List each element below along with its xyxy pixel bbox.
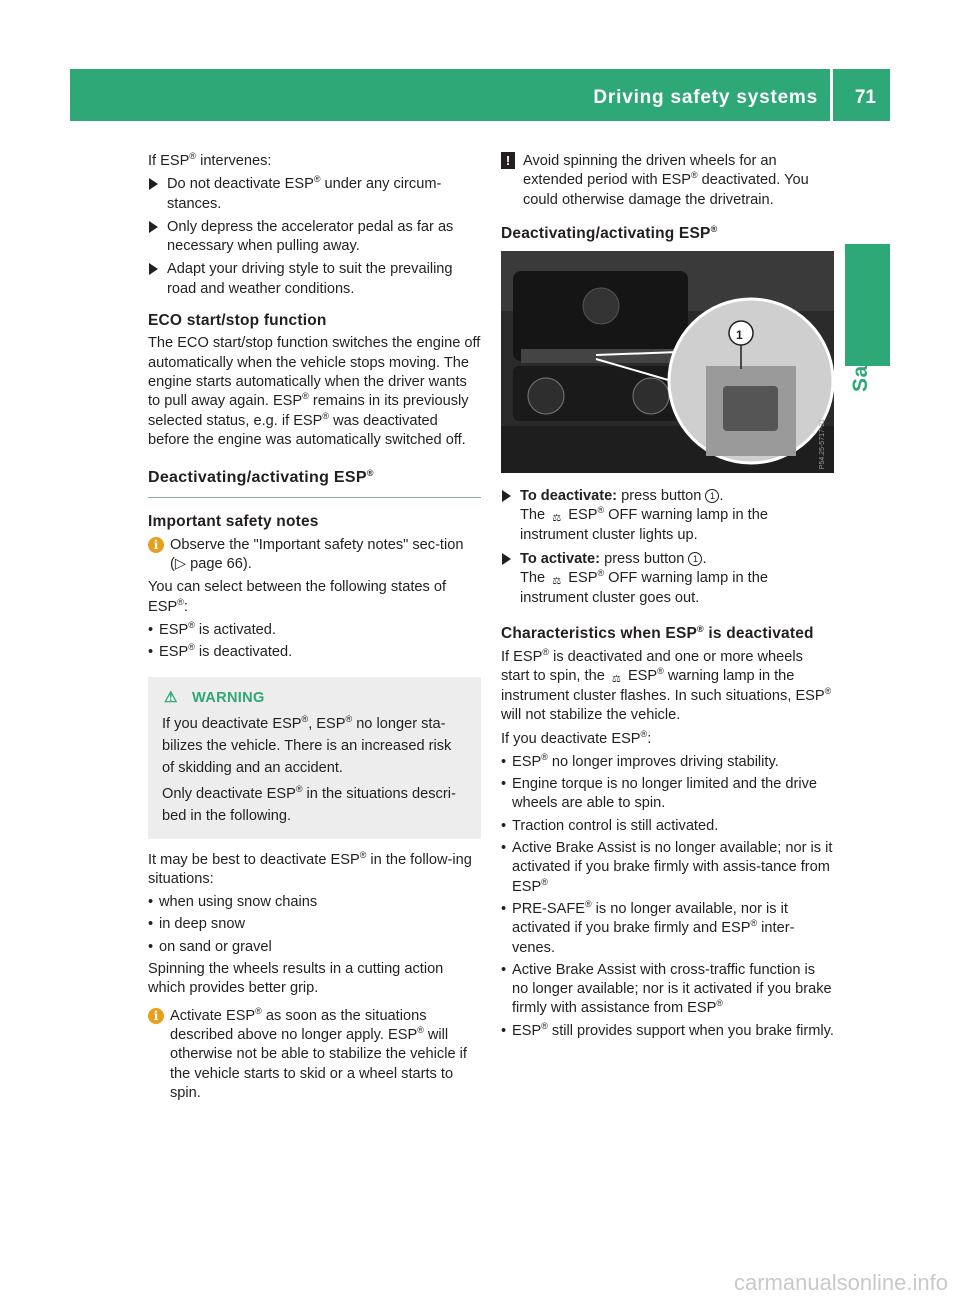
list-item: • Traction control is still activated. [501, 817, 834, 836]
select-text: You can select between the following states of ESP®: [148, 579, 447, 615]
list-item: • when using snow chains [148, 893, 481, 912]
step-item: Do not deactivate ESP® under any circum-stances. [148, 175, 481, 214]
eco-paragraph: The ECO start/stop function switches the engine off automatically when the vehicle stops moving. The engine starts automatically when the driver wants to pull away again. ESP® remains in its previously selected status, e.g. if ESP® was deactivated before the engine was automatically switched off. [148, 335, 481, 448]
arrow-icon [149, 221, 158, 233]
step-item: Only depress the accelerator pedal as far as necessary when pulling away. [148, 218, 481, 257]
list-item: • Active Brake Assist is no longer available; nor is it activated if you brake firmly with assis-tance from ESP® [501, 839, 834, 897]
arrow-icon [149, 178, 158, 190]
image-code: P54.25-5717-31 [818, 418, 826, 470]
list-item: • ESP® is deactivated. [148, 643, 481, 662]
section-title: Deactivating/activating ESP® [148, 468, 481, 498]
intro-text: If ESP® intervenes: [148, 151, 272, 169]
info-note: i Activate ESP® as soon as the situations described above no longer apply. ESP® will otherwise not be able to stabilize the vehicle if the vehicle starts to skid or a wheel starts to spin. [148, 1007, 481, 1103]
list-item: • ESP® no longer improves driving stability. [501, 753, 834, 772]
warning-text: If you deactivate ESP®, ESP® no longer sta-bilizes the vehicle. There is an increased risk of skidding and an accident. [162, 713, 452, 776]
info-note [148, 536, 481, 575]
list-item: • in deep snow [148, 915, 481, 934]
callout-number: 1 [736, 328, 743, 343]
info-icon: i [148, 1008, 164, 1024]
info-icon: i [148, 537, 164, 553]
step-item: To activate: press button 1 . The ⚖ ESP® OFF warning lamp in the instrument cluster goes out. [501, 550, 834, 609]
characteristics-heading: Characteristics when ESP® is deactivated [501, 624, 814, 643]
spin-text: Spinning the wheels results in a cutting action which provides better grip. [148, 961, 444, 997]
list-item: • on sand or gravel [148, 938, 481, 957]
warning-box [148, 677, 481, 839]
list-item: • PRE-SAFE® is no longer available, nor is it activated if you brake firmly and ESP® inter-venes. [501, 900, 834, 958]
list-item: • Active Brake Assist with cross-traffic function is no longer available; nor is it activated if you brake firmly with assistance from ESP® [501, 961, 834, 1019]
section-title-right: Deactivating/activating ESP® [501, 223, 718, 242]
dashboard-photo [501, 251, 834, 473]
warning-triangle-icon: ⚠ [164, 688, 178, 706]
warning-text: Only deactivate ESP® in the situations descri-bed in the following. [162, 783, 456, 824]
characteristics-text: If ESP® is deactivated and one or more wheels start to spin, the ⚖ ESP® warning lamp in the instrument cluster flashes. In such situations, ESP® will not stabilize the vehicle. [501, 646, 832, 724]
callout-1-icon: 1 [688, 552, 702, 566]
safety-heading: Important safety notes [148, 513, 319, 531]
best-text: It may be best to deactivate ESP® in the follow-ing situations: [148, 849, 472, 887]
arrow-icon [149, 263, 158, 275]
page-number: 71 [854, 87, 876, 108]
esp-off-lamp-icon: ⚖ [552, 513, 562, 525]
note-box: ! Avoid spinning the driven wheels for an extended period with ESP® deactivated. You could otherwise damage the drivetrain. [501, 152, 834, 210]
footer-watermark: carmanualsonline.info [733, 1270, 948, 1295]
header-separator [830, 69, 833, 121]
list-item: • ESP® still provides support when you brake firmly. [501, 1022, 834, 1041]
exclamation-icon: ! [501, 152, 515, 169]
arrow-icon [502, 490, 511, 502]
section-tab-label: Safety [849, 325, 872, 392]
list-item: • Engine torque is no longer limited and the drive wheels are able to spin. [501, 775, 834, 814]
safety-link-text[interactable]: Observe the "Important safety notes" sec-tion (▷ page 66). [170, 536, 464, 573]
step-item: Adapt your driving style to suit the prevailing road and weather conditions. [148, 260, 481, 299]
eco-heading: ECO start/stop function [148, 312, 327, 330]
esp-warning-lamp-icon: ⚖ [611, 673, 621, 685]
callout-1-icon: 1 [705, 489, 719, 503]
esp-off-lamp-icon: ⚖ [552, 576, 562, 588]
page-header [70, 69, 890, 121]
arrow-icon [502, 553, 511, 565]
list-item: • ESP® is activated. [148, 621, 481, 640]
right-column [501, 152, 834, 1044]
left-column [148, 152, 481, 1107]
step-item: To deactivate: press button 1 . The ⚖ ESP® OFF warning lamp in the instrument cluster lights up. [501, 487, 834, 546]
if-deactivate-text: If you deactivate ESP®: [501, 728, 652, 747]
dashboard-illustration [501, 251, 834, 473]
header-title: Driving safety systems [593, 87, 818, 108]
warning-heading: ⚠ WARNING [162, 687, 467, 709]
